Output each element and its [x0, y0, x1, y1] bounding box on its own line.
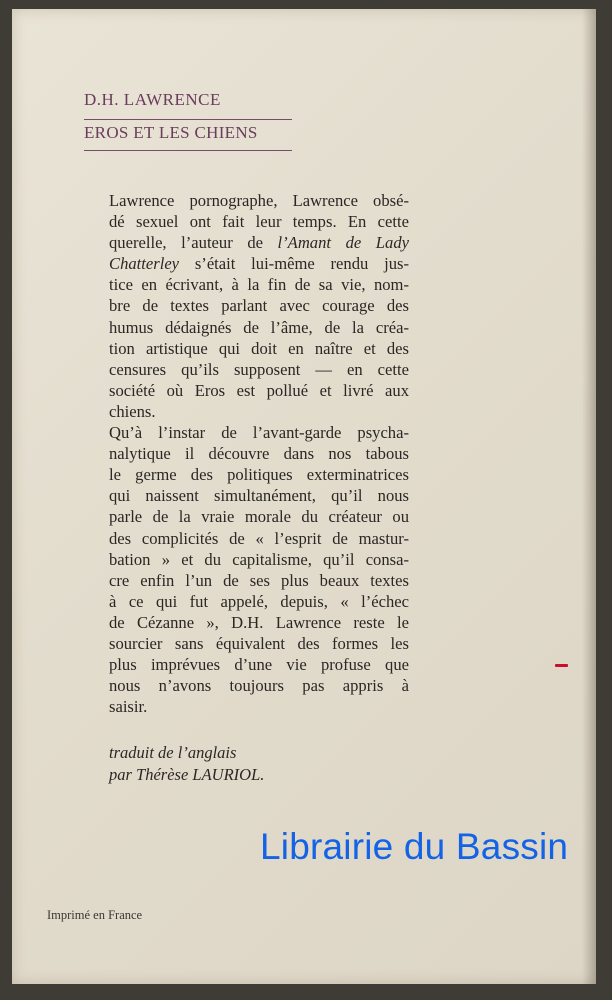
blurb-line: nalytique il découvre dans nos tabous: [109, 444, 409, 464]
blurb-line: censures qu’ils supposent — en cette: [109, 359, 409, 379]
blurb-line-text: s’était lui-même rendu jus-: [179, 254, 409, 274]
blurb-line: plus imprévues d’une vie profuse que: [109, 655, 409, 675]
blurb-line: Lawrence pornographe, Lawrence obsé-: [109, 191, 409, 210]
bookshop-watermark: Librairie du Bassin: [260, 826, 569, 867]
blurb-line: qui naissent simultanément, qu’il nous: [109, 486, 409, 506]
blurb-line: chiens.: [109, 401, 156, 421]
blurb-text: [109, 190, 409, 717]
imprint-note: Imprimé en France: [47, 908, 143, 922]
blurb-line-title: Chatterley: [109, 254, 180, 274]
red-ink-mark: [555, 664, 568, 667]
blurb-line: bation » et du capitalisme, qu’il consa-: [109, 549, 409, 569]
translation-credit: [109, 742, 264, 786]
blurb-line: de Cézanne », D.H. Lawrence reste le: [109, 612, 409, 632]
credit-prefix: par: [109, 765, 132, 784]
blurb-line: humus dédaignés de l’âme, de la créa-: [109, 317, 409, 337]
blurb-line: bre de textes parlant avec courage des: [109, 296, 409, 316]
blurb-line: tice en écrivant, à la fin de sa vie, nom-: [109, 275, 409, 295]
blurb-line: à ce qui fut appelé, depuis, « l’échec: [109, 591, 409, 611]
blurb-line: dé sexuel ont fait leur temps. En cette: [109, 212, 409, 232]
credit-line: traduit de l’anglais: [109, 743, 237, 762]
blurb-line: cre enfin l’un de ses plus beaux textes: [109, 570, 409, 590]
credit-line: [109, 764, 264, 786]
blurb-line: [109, 232, 409, 253]
blurb-line: sourcier sans équivalent des formes les: [109, 633, 409, 653]
blurb-line-text: querelle, l’auteur de: [109, 233, 278, 253]
divider-rule: [84, 119, 292, 120]
blurb-line: saisir.: [109, 697, 148, 717]
blurb-line: société où Eros est pollué et livré aux: [109, 380, 409, 400]
blurb-line: des complicités de « l’esprit de mastur-: [109, 528, 409, 548]
book-title: EROS ET LES CHIENS: [84, 123, 258, 142]
edge-shadow: [582, 9, 596, 984]
blurb-line: le germe des politiques exterminatrices: [109, 465, 409, 485]
divider-rule: [84, 150, 292, 151]
author-name: D.H. LAWRENCE: [84, 90, 221, 109]
blurb-line: Qu’à l’instar de l’avant-garde psycha-: [109, 423, 409, 443]
blurb-line: [109, 253, 409, 274]
blurb-line: tion artistique qui doit en naître et des: [109, 338, 409, 358]
blurb-line-title: l’Amant de Lady: [277, 233, 409, 253]
blurb-line: nous n’avons toujours pas appris à: [109, 676, 409, 696]
blurb-line: parle de la vraie morale du créateur ou: [109, 507, 409, 527]
translator-name: Thérèse LAURIOL.: [136, 765, 265, 784]
